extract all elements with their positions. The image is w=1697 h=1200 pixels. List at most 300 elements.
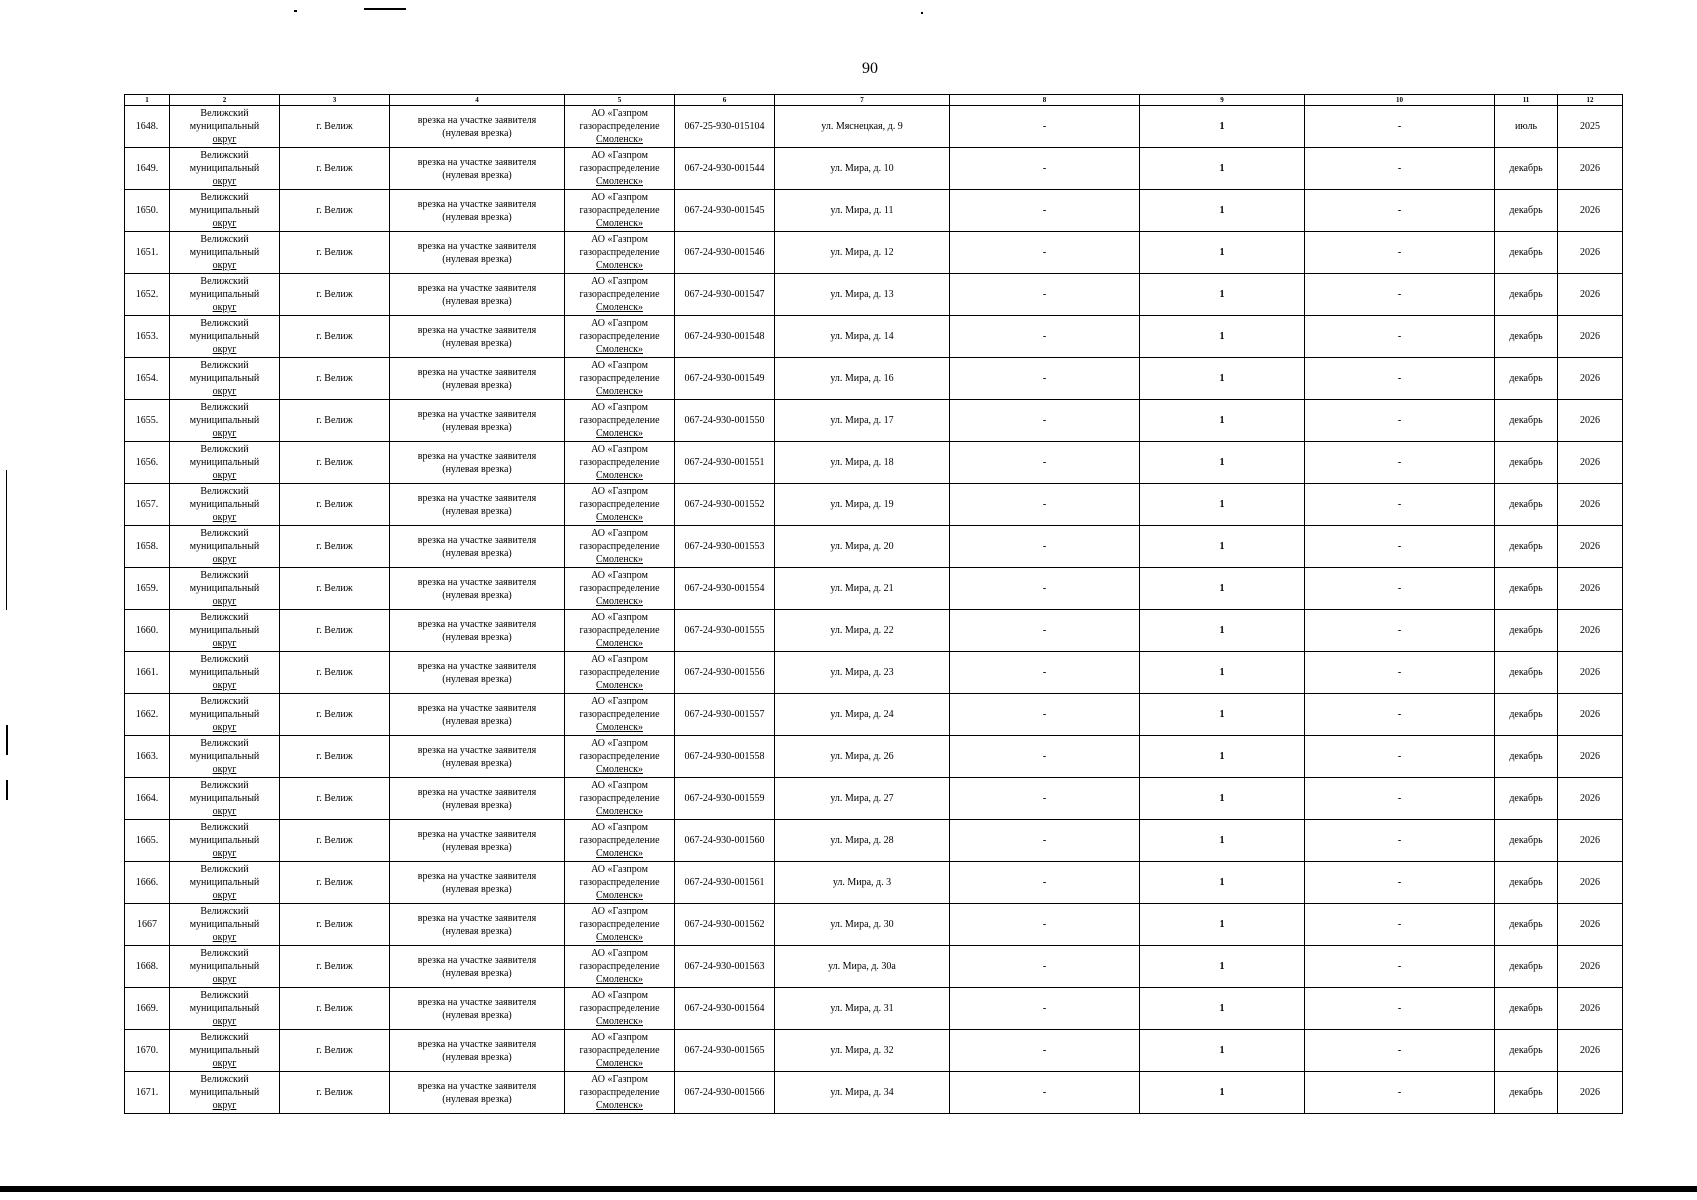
district-cell-line: округ [212,1016,237,1027]
object-code-cell: 067-24-930-001549 [675,358,775,400]
column-9-cell: 1 [1140,526,1305,568]
locality-cell: г. Велиж [280,148,390,190]
row-number: 1669. [125,988,170,1030]
work-type-cell [390,946,565,988]
district-cell-line: Велижский [200,276,249,287]
work-type-cell-line: врезка на участке заявителя [417,408,537,420]
month-cell: декабрь [1495,358,1558,400]
organization-cell-line: АО «Газпром [591,444,648,455]
district-cell [170,904,280,946]
work-type-cell-line: врезка на участке заявителя [417,996,537,1008]
organization-cell-line: АО «Газпром [591,990,648,1001]
page-number: 90 [862,60,878,77]
organization-cell-line: АО «Газпром [591,276,648,287]
organization-cell-line: Смоленск» [596,848,643,859]
organization-cell-line: Смоленск» [596,722,643,733]
table-row [125,232,1623,274]
table-row [125,820,1623,862]
table-row [125,904,1623,946]
year-cell: 2026 [1558,484,1623,526]
row-number: 1671. [125,1072,170,1114]
organization-cell [565,190,675,232]
month-cell: декабрь [1495,274,1558,316]
work-type-cell-line: (нулевая врезка) [442,967,512,979]
organization-cell [565,1072,675,1114]
column-10-cell: - [1305,1030,1495,1072]
column-8-cell: - [950,106,1140,148]
work-type-cell-line: врезка на участке заявителя [417,744,537,756]
organization-cell-line: Смоленск» [596,1100,643,1111]
locality-cell: г. Велиж [280,652,390,694]
work-type-cell-line: врезка на участке заявителя [417,1038,537,1050]
work-type-cell [390,694,565,736]
column-9-cell: 1 [1140,400,1305,442]
column-10-cell: - [1305,190,1495,232]
work-type-cell-line: врезка на участке заявителя [417,324,537,336]
row-number: 1663. [125,736,170,778]
locality-cell: г. Велиж [280,400,390,442]
column-8-cell: - [950,694,1140,736]
column-8-cell: - [950,1072,1140,1114]
row-number: 1668. [125,946,170,988]
organization-cell-line: газораспределение [579,163,660,174]
organization-cell-line: АО «Газпром [591,612,648,623]
address-cell: ул. Мира, д. 27 [775,778,950,820]
district-cell-line: муниципальный [189,121,260,132]
organization-cell [565,946,675,988]
column-9-cell: 1 [1140,610,1305,652]
object-code-cell: 067-25-930-015104 [675,106,775,148]
column-8-cell: - [950,904,1140,946]
district-cell-line: Велижский [200,108,249,119]
work-type-cell [390,190,565,232]
table-row [125,190,1623,232]
work-type-cell [390,232,565,274]
work-type-cell [390,568,565,610]
district-cell-line: муниципальный [189,457,260,468]
year-cell: 2026 [1558,148,1623,190]
row-number: 1666. [125,862,170,904]
column-9-cell: 1 [1140,694,1305,736]
district-cell-line: Велижский [200,1032,249,1043]
work-type-cell-line: врезка на участке заявителя [417,618,537,630]
work-type-cell [390,1030,565,1072]
column-8-cell: - [950,484,1140,526]
year-cell: 2026 [1558,820,1623,862]
organization-cell-line: газораспределение [579,499,660,510]
district-cell-line: округ [212,890,237,901]
row-number: 1652. [125,274,170,316]
column-8-cell: - [950,400,1140,442]
object-code-cell: 067-24-930-001554 [675,568,775,610]
district-cell-line: округ [212,344,237,355]
organization-cell-line: газораспределение [579,1003,660,1014]
row-number: 1661. [125,652,170,694]
table-row [125,946,1623,988]
organization-cell-line: Смоленск» [596,470,643,481]
organization-cell-line: Смоленск» [596,386,643,397]
column-10-cell: - [1305,358,1495,400]
district-cell [170,316,280,358]
column-8-cell: - [950,568,1140,610]
year-cell: 2026 [1558,232,1623,274]
district-cell-line: Велижский [200,654,249,665]
organization-cell-line: газораспределение [579,877,660,888]
organization-cell-line: Смоленск» [596,974,643,985]
column-9-cell: 1 [1140,442,1305,484]
object-code-cell: 067-24-930-001561 [675,862,775,904]
work-type-cell [390,610,565,652]
work-type-cell-line: (нулевая врезка) [442,883,512,895]
year-cell: 2026 [1558,526,1623,568]
object-code-cell: 067-24-930-001566 [675,1072,775,1114]
work-type-cell-line: врезка на участке заявителя [417,282,537,294]
scan-mark-top [364,8,406,10]
work-type-cell-line: (нулевая врезка) [442,253,512,265]
locality-cell: г. Велиж [280,526,390,568]
year-cell: 2026 [1558,316,1623,358]
organization-cell-line: Смоленск» [596,932,643,943]
organization-cell-line: газораспределение [579,457,660,468]
locality-cell: г. Велиж [280,946,390,988]
work-type-cell [390,358,565,400]
row-number: 1654. [125,358,170,400]
column-8-cell: - [950,190,1140,232]
table-row [125,106,1623,148]
district-cell-line: Велижский [200,234,249,245]
column-8-cell: - [950,526,1140,568]
column-number: 7 [775,95,950,106]
locality-cell: г. Велиж [280,862,390,904]
work-type-cell-line: (нулевая врезка) [442,211,512,223]
district-cell-line: муниципальный [189,583,260,594]
organization-cell-line: АО «Газпром [591,1032,648,1043]
locality-cell: г. Велиж [280,106,390,148]
row-number: 1660. [125,610,170,652]
column-number: 11 [1495,95,1558,106]
district-cell-line: муниципальный [189,835,260,846]
work-type-cell [390,1072,565,1114]
district-cell-line: муниципальный [189,751,260,762]
district-cell-line: округ [212,218,237,229]
work-type-cell-line: (нулевая врезка) [442,505,512,517]
organization-cell-line: Смоленск» [596,596,643,607]
work-type-cell-line: врезка на участке заявителя [417,534,537,546]
district-cell-line: округ [212,176,237,187]
district-cell [170,526,280,568]
district-cell-line: Велижский [200,444,249,455]
organization-cell-line: газораспределение [579,1087,660,1098]
row-number: 1653. [125,316,170,358]
object-code-cell: 067-24-930-001562 [675,904,775,946]
organization-cell [565,736,675,778]
column-9-cell: 1 [1140,1030,1305,1072]
district-cell-line: муниципальный [189,499,260,510]
organization-cell [565,442,675,484]
organization-cell-line: АО «Газпром [591,528,648,539]
organization-cell [565,316,675,358]
table-row [125,988,1623,1030]
column-9-cell: 1 [1140,778,1305,820]
object-code-cell: 067-24-930-001546 [675,232,775,274]
column-9-cell: 1 [1140,148,1305,190]
column-8-cell: - [950,148,1140,190]
row-number: 1648. [125,106,170,148]
month-cell: декабрь [1495,526,1558,568]
organization-cell-line: АО «Газпром [591,948,648,959]
column-8-cell: - [950,778,1140,820]
organization-cell-line: Смоленск» [596,1016,643,1027]
organization-cell [565,652,675,694]
object-code-cell: 067-24-930-001564 [675,988,775,1030]
organization-cell-line: газораспределение [579,793,660,804]
district-cell-line: муниципальный [189,1087,260,1098]
locality-cell: г. Велиж [280,358,390,400]
district-cell-line: округ [212,134,237,145]
column-10-cell: - [1305,988,1495,1030]
locality-cell: г. Велиж [280,736,390,778]
district-cell-line: округ [212,848,237,859]
organization-cell-line: АО «Газпром [591,108,648,119]
column-number: 4 [390,95,565,106]
work-type-cell-line: (нулевая врезка) [442,799,512,811]
column-8-cell: - [950,358,1140,400]
address-cell: ул. Мира, д. 19 [775,484,950,526]
district-cell-line: Велижский [200,822,249,833]
organization-cell [565,862,675,904]
district-cell-line: округ [212,302,237,313]
column-8-cell: - [950,652,1140,694]
year-cell: 2026 [1558,904,1623,946]
organization-cell-line: газораспределение [579,541,660,552]
locality-cell: г. Велиж [280,316,390,358]
row-number: 1667 [125,904,170,946]
month-cell: декабрь [1495,610,1558,652]
district-cell-line: округ [212,806,237,817]
column-number: 10 [1305,95,1495,106]
address-cell: ул. Мира, д. 28 [775,820,950,862]
month-cell: декабрь [1495,652,1558,694]
column-10-cell: - [1305,274,1495,316]
district-cell [170,820,280,862]
address-cell: ул. Мира, д. 26 [775,736,950,778]
organization-cell-line: газораспределение [579,709,660,720]
column-9-cell: 1 [1140,946,1305,988]
address-cell: ул. Мира, д. 32 [775,1030,950,1072]
locality-cell: г. Велиж [280,904,390,946]
object-code-cell: 067-24-930-001545 [675,190,775,232]
district-cell-line: Велижский [200,864,249,875]
work-type-cell [390,736,565,778]
table-row [125,778,1623,820]
district-cell-line: округ [212,554,237,565]
address-cell: ул. Мира, д. 17 [775,400,950,442]
address-cell: ул. Мира, д. 24 [775,694,950,736]
work-type-cell [390,274,565,316]
scan-mark-dot [294,10,297,12]
district-cell-line: округ [212,764,237,775]
organization-cell-line: газораспределение [579,961,660,972]
address-cell: ул. Мира, д. 23 [775,652,950,694]
table-row [125,736,1623,778]
district-cell-line: округ [212,1058,237,1069]
organization-cell [565,820,675,862]
table-row [125,148,1623,190]
organization-cell [565,778,675,820]
address-cell: ул. Мира, д. 16 [775,358,950,400]
row-number: 1659. [125,568,170,610]
column-10-cell: - [1305,400,1495,442]
district-cell-line: округ [212,932,237,943]
district-cell-line: Велижский [200,402,249,413]
column-number: 5 [565,95,675,106]
work-type-cell [390,904,565,946]
work-type-cell [390,988,565,1030]
work-type-cell-line: (нулевая врезка) [442,841,512,853]
district-cell [170,1030,280,1072]
work-type-cell [390,400,565,442]
organization-cell-line: АО «Газпром [591,360,648,371]
object-code-cell: 067-24-930-001551 [675,442,775,484]
table-row [125,526,1623,568]
column-10-cell: - [1305,232,1495,274]
year-cell: 2026 [1558,442,1623,484]
organization-cell-line: АО «Газпром [591,780,648,791]
table-row [125,1030,1623,1072]
district-cell-line: Велижский [200,528,249,539]
work-type-cell-line: (нулевая врезка) [442,463,512,475]
district-cell [170,694,280,736]
column-8-cell: - [950,1030,1140,1072]
column-9-cell: 1 [1140,652,1305,694]
address-cell: ул. Мира, д. 30а [775,946,950,988]
column-number: 3 [280,95,390,106]
organization-cell [565,526,675,568]
column-9-cell: 1 [1140,862,1305,904]
organization-cell-line: газораспределение [579,415,660,426]
district-cell-line: Велижский [200,738,249,749]
month-cell: декабрь [1495,316,1558,358]
object-code-cell: 067-24-930-001556 [675,652,775,694]
column-10-cell: - [1305,484,1495,526]
work-type-cell-line: (нулевая врезка) [442,589,512,601]
year-cell: 2026 [1558,652,1623,694]
work-type-cell-line: (нулевая врезка) [442,673,512,685]
address-cell: ул. Мира, д. 22 [775,610,950,652]
table-row [125,1072,1623,1114]
month-cell: декабрь [1495,820,1558,862]
organization-cell-line: газораспределение [579,205,660,216]
column-9-cell: 1 [1140,820,1305,862]
column-number-row [125,95,1623,106]
organization-cell-line: Смоленск» [596,260,643,271]
year-cell: 2026 [1558,988,1623,1030]
column-10-cell: - [1305,946,1495,988]
object-code-cell: 067-24-930-001558 [675,736,775,778]
year-cell: 2026 [1558,1030,1623,1072]
column-9-cell: 1 [1140,988,1305,1030]
table-container [124,94,1623,1114]
column-10-cell: - [1305,526,1495,568]
work-type-cell-line: (нулевая врезка) [442,631,512,643]
organization-cell [565,988,675,1030]
address-cell: ул. Мяснецкая, д. 9 [775,106,950,148]
district-cell [170,190,280,232]
locality-cell: г. Велиж [280,484,390,526]
column-10-cell: - [1305,652,1495,694]
month-cell: декабрь [1495,148,1558,190]
work-type-cell-line: врезка на участке заявителя [417,786,537,798]
district-cell [170,778,280,820]
address-cell: ул. Мира, д. 18 [775,442,950,484]
organization-cell-line: газораспределение [579,1045,660,1056]
district-cell-line: муниципальный [189,331,260,342]
organization-cell-line: АО «Газпром [591,192,648,203]
column-10-cell: - [1305,148,1495,190]
work-type-cell-line: врезка на участке заявителя [417,450,537,462]
object-code-cell: 067-24-930-001560 [675,820,775,862]
work-type-cell [390,106,565,148]
district-cell [170,358,280,400]
year-cell: 2025 [1558,106,1623,148]
locality-cell: г. Велиж [280,820,390,862]
district-cell [170,988,280,1030]
district-cell-line: муниципальный [189,1045,260,1056]
object-code-cell: 067-24-930-001544 [675,148,775,190]
column-number: 8 [950,95,1140,106]
organization-cell-line: газораспределение [579,583,660,594]
work-type-cell-line: (нулевая врезка) [442,1093,512,1105]
year-cell: 2026 [1558,736,1623,778]
organization-cell-line: Смоленск» [596,428,643,439]
district-cell-line: округ [212,638,237,649]
organization-cell [565,400,675,442]
work-type-cell-line: (нулевая врезка) [442,169,512,181]
organization-cell-line: АО «Газпром [591,822,648,833]
address-cell: ул. Мира, д. 10 [775,148,950,190]
work-type-cell-line: врезка на участке заявителя [417,660,537,672]
district-cell-line: округ [212,512,237,523]
column-10-cell: - [1305,568,1495,610]
organization-cell-line: газораспределение [579,919,660,930]
address-cell: ул. Мира, д. 11 [775,190,950,232]
organization-cell-line: АО «Газпром [591,486,648,497]
object-code-cell: 067-24-930-001547 [675,274,775,316]
month-cell: декабрь [1495,442,1558,484]
work-type-cell-line: врезка на участке заявителя [417,576,537,588]
year-cell: 2026 [1558,274,1623,316]
district-cell-line: Велижский [200,612,249,623]
organization-cell [565,484,675,526]
year-cell: 2026 [1558,694,1623,736]
column-10-cell: - [1305,316,1495,358]
column-8-cell: - [950,316,1140,358]
district-cell-line: Велижский [200,486,249,497]
column-9-cell: 1 [1140,274,1305,316]
month-cell: декабрь [1495,568,1558,610]
district-cell-line: муниципальный [189,289,260,300]
district-cell-line: округ [212,386,237,397]
object-code-cell: 067-24-930-001548 [675,316,775,358]
row-number: 1650. [125,190,170,232]
district-cell [170,652,280,694]
district-cell-line: муниципальный [189,373,260,384]
table-row [125,694,1623,736]
column-8-cell: - [950,232,1140,274]
work-type-cell-line: врезка на участке заявителя [417,1080,537,1092]
district-cell-line: муниципальный [189,415,260,426]
row-number: 1651. [125,232,170,274]
